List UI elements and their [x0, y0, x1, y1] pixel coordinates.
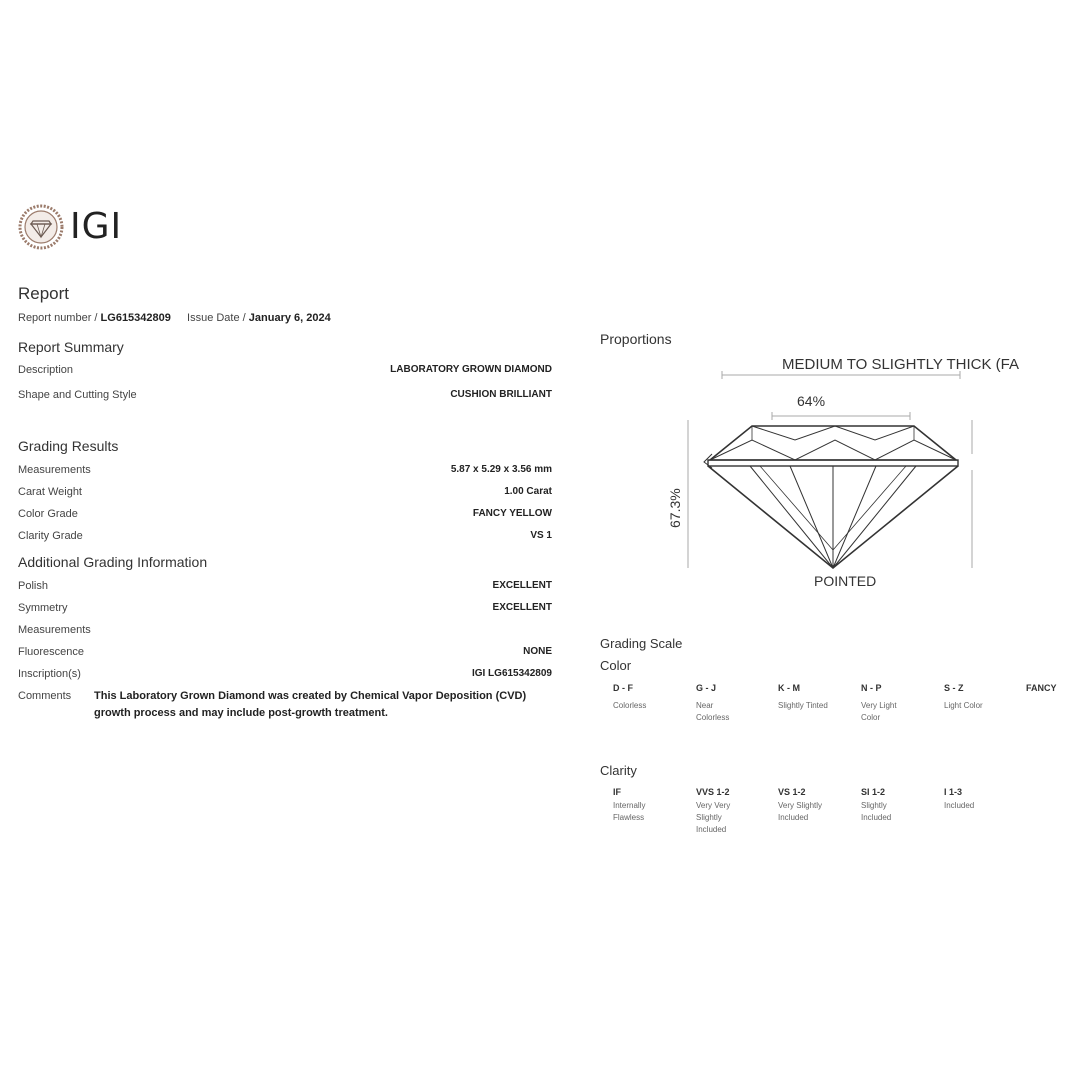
clarity-grade-desc: Included	[944, 801, 975, 810]
color-grade-desc: Slightly Tinted	[778, 701, 828, 710]
issue-date: January 6, 2024	[248, 312, 331, 324]
brand-name: IGI	[70, 206, 123, 247]
row-label: Fluorescence	[18, 646, 85, 658]
row-value: EXCELLENT	[492, 580, 552, 591]
row-label: Clarity Grade	[18, 530, 83, 542]
row-label: Measurements	[18, 464, 91, 476]
table-percent: 64%	[797, 393, 826, 409]
clarity-grade-head: I 1-3	[944, 787, 963, 797]
clarity-grade-head: VS 1-2	[778, 787, 806, 797]
additional-title: Additional Grading Information	[18, 554, 208, 570]
issue-date-label: Issue Date /	[187, 312, 249, 324]
additional-row	[18, 580, 552, 598]
color-grade-head: N - P	[861, 683, 882, 693]
row-value: 5.87 x 5.29 x 3.56 mm	[450, 464, 552, 475]
row-label: Inscription(s)	[18, 668, 81, 680]
clarity-grade-desc: Internally Flawless	[613, 801, 646, 822]
girdle-label: MEDIUM TO SLIGHTLY THICK (FA	[782, 356, 1019, 373]
comments-text: This Laboratory Grown Diamond was created by Chemical Vapor Deposition (CVD) growth process and may include post-growth treatment.	[94, 690, 527, 719]
clarity-scale	[600, 787, 1070, 847]
diamond-proportions-diagram	[600, 350, 1070, 600]
igi-seal-icon	[18, 204, 64, 250]
color-grade-desc: Near Colorless	[696, 701, 730, 722]
clarity-grade-desc: Slightly Included	[861, 801, 892, 822]
report-meta	[18, 312, 331, 324]
grading-title: Grading Results	[18, 438, 119, 454]
color-grade-desc: Colorless	[613, 701, 647, 710]
row-label: Carat Weight	[18, 486, 82, 498]
additional-row	[18, 668, 552, 686]
color-grade-head: K - M	[778, 683, 800, 693]
row-label: Polish	[18, 580, 48, 592]
row-value: VS 1	[530, 530, 552, 541]
report-number-label: Report number /	[18, 312, 101, 324]
igi-logo	[18, 204, 122, 250]
depth-percent: 67.3%	[667, 488, 683, 528]
row-value: NONE	[523, 646, 552, 657]
grading-row	[18, 464, 552, 482]
row-label: Shape and Cutting Style	[18, 389, 137, 401]
summary-row	[18, 389, 552, 407]
clarity-grade-head: VVS 1-2	[696, 787, 730, 797]
row-value: IGI LG615342809	[471, 668, 552, 679]
additional-row	[18, 602, 552, 620]
proportions-title: Proportions	[600, 331, 672, 347]
row-value: FANCY YELLOW	[472, 508, 552, 519]
clarity-grade-head: IF	[613, 787, 621, 797]
culet-label: POINTED	[814, 573, 877, 589]
row-value: 1.00 Carat	[504, 486, 552, 497]
summary-title: Report Summary	[18, 339, 124, 355]
row-label: Symmetry	[18, 602, 68, 614]
row-value: CUSHION BRILLIANT	[450, 389, 552, 400]
comments-label: Comments	[18, 690, 72, 702]
clarity-grade-desc: Very Very Slightly Included	[696, 801, 731, 834]
clarity-grade-head: SI 1-2	[861, 787, 886, 797]
color-grade-head: S - Z	[944, 683, 964, 693]
grading-row	[18, 508, 552, 526]
grading-row	[18, 530, 552, 548]
report-number: LG615342809	[100, 312, 171, 324]
report-title: Report	[18, 284, 70, 303]
color-scale	[600, 683, 1070, 733]
row-value: LABORATORY GROWN DIAMOND	[390, 364, 552, 375]
color-grade-head: G - J	[696, 683, 717, 693]
row-label: Measurements	[18, 624, 91, 636]
grading-row	[18, 486, 552, 504]
clarity-scale-title: Clarity	[600, 763, 637, 778]
row-label: Description	[18, 364, 74, 376]
color-grade-head: D - F	[613, 683, 633, 693]
grading-scale-title: Grading Scale	[600, 636, 683, 651]
additional-row	[18, 624, 552, 642]
color-grade-desc: Light Color	[944, 701, 983, 710]
row-value: EXCELLENT	[492, 602, 552, 613]
additional-row	[18, 646, 552, 664]
color-grade-desc: Very Light Color	[861, 701, 897, 722]
row-label: Color Grade	[18, 508, 78, 520]
color-scale-title: Color	[600, 658, 632, 673]
clarity-grade-desc: Very Slightly Included	[778, 801, 823, 822]
color-grade-head: FANCY	[1026, 683, 1057, 693]
summary-row	[18, 364, 552, 382]
